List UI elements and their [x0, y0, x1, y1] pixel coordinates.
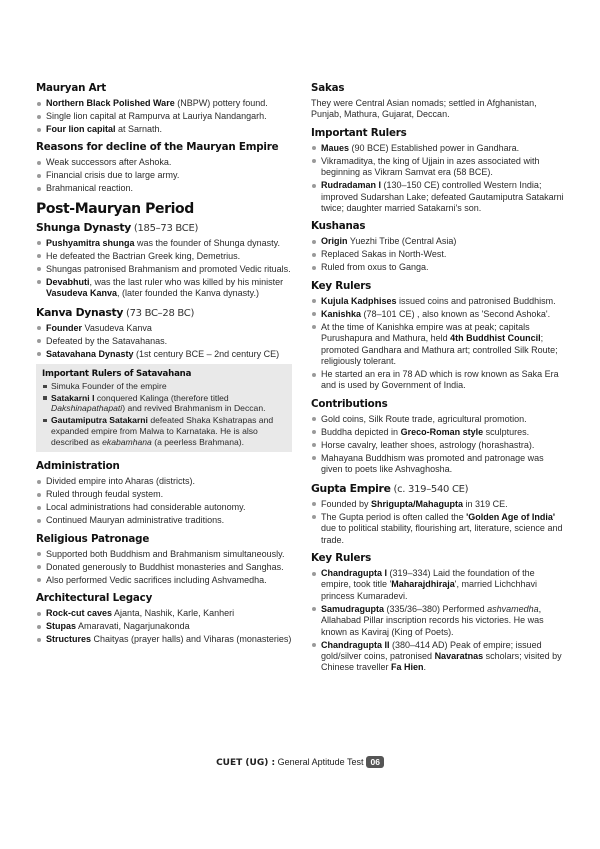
page-number: 06 — [366, 756, 383, 768]
gupta-list — [311, 499, 567, 546]
list-item: Founded by Shrigupta/Mahagupta in 319 CE. — [311, 499, 567, 510]
decline-list — [36, 157, 292, 194]
kushan-rulers-section — [311, 280, 567, 392]
decline-section — [36, 141, 292, 194]
kanva-section — [36, 306, 292, 360]
administration-list — [36, 476, 292, 526]
satavahana-rulers-box — [36, 364, 292, 452]
architecture-list — [36, 608, 292, 645]
sakas-heading: Sakas — [311, 82, 345, 94]
list-item: Gautamiputra Satakarni defeated Shaka Kshatrapas and expanded empire from Malwa to Karnataka. He is also described as ekabamhana (a peerless Brahmana). — [42, 415, 286, 447]
list-item: Defeated by the Satavahanas. — [36, 336, 292, 347]
list-item: Brahmanical reaction. — [36, 183, 292, 194]
list-item: Single lion capital at Rampurva at Lauriya Nandangarh. — [36, 111, 292, 122]
list-item: Continued Mauryan administrative traditions. — [36, 515, 292, 526]
list-item: Local administrations had considerable autonomy. — [36, 502, 292, 513]
list-item: Chandragupta II (380–414 AD) Peak of empire; issued gold/silver coins, patronised Navaratnas scholars; visited by Chinese traveller Fa Hien. — [311, 640, 567, 674]
saka-rulers-list — [311, 143, 567, 215]
footer-brand: CUET (UG) : — [216, 758, 276, 768]
list-item: Financial crisis due to large army. — [36, 170, 292, 181]
list-item: Divided empire into Aharas (districts). — [36, 476, 292, 487]
sakas-text: They were Central Asian nomads; settled in Afghanistan, Punjab, Mathura, Gujarat, Deccan. — [311, 98, 537, 120]
contributions-list — [311, 414, 567, 476]
right-column — [311, 82, 567, 680]
administration-section — [36, 460, 292, 526]
list-item: The Gupta period is often called the 'Golden Age of India' due to political stability, flourishing art, literature, science and trade. — [311, 512, 567, 546]
list-item: Ruled through feudal system. — [36, 489, 292, 500]
list-item: Satakarni I conquered Kalinga (therefore titled Dakshinapathapati) and revived Brahmanism in Deccan. — [42, 393, 286, 415]
kanva-heading: Kanva Dynasty (73 BC–28 BC) — [36, 305, 195, 319]
kushan-rulers-list — [311, 296, 567, 392]
post-mauryan-heading: Post-Mauryan Period — [36, 200, 194, 217]
gupta-rulers-section — [311, 552, 567, 674]
religious-list — [36, 549, 292, 586]
list-item: Supported both Buddhism and Brahmanism simultaneously. — [36, 549, 292, 560]
satavahana-box-list — [42, 381, 286, 447]
list-item: Kujula Kadphises issued coins and patronised Buddhism. — [311, 296, 567, 307]
list-item: Ruled from oxus to Ganga. — [311, 262, 567, 273]
list-item: Northern Black Polished Ware (NBPW) pottery found. — [36, 98, 292, 109]
sakas-section — [311, 82, 567, 121]
kanva-list — [36, 323, 292, 360]
list-item: Horse cavalry, leather shoes, astrology (horashastra). — [311, 440, 567, 451]
mauryan-art-section — [36, 82, 292, 135]
left-column — [36, 82, 292, 651]
list-item: At the time of Kanishka empire was at peak; capitals Purushapura and Mathura, held 4th Buddhist Council; promoted Gandhara and Mathura art; controlled Silk Route; religiously tolerant. — [311, 322, 567, 368]
shunga-section — [36, 221, 292, 300]
list-item: Pushyamitra shunga was the founder of Shunga dynasty. — [36, 238, 292, 249]
contributions-heading: Contributions — [311, 397, 388, 410]
list-item: Also performed Vedic sacrifices including Ashvamedha. — [36, 575, 292, 586]
list-item: Chandragupta I (319–334) Laid the foundation of the empire, took title 'Maharajdhiraja', married Lichchhavi princess Kumaradevi. — [311, 568, 567, 602]
list-item: Vikramaditya, the king of Ujjain in azes associated with beginning as Vikram Samvat era (58 BCE). — [311, 156, 567, 179]
religious-heading: Religious Patronage — [36, 532, 150, 545]
decline-heading: Reasons for decline of the Mauryan Empire — [36, 141, 279, 154]
list-item: Buddha depicted in Greco-Roman style sculptures. — [311, 427, 567, 438]
list-item: Stupas Amaravati, Nagarjunakonda — [36, 621, 292, 632]
mauryan-art-heading: Mauryan Art — [36, 82, 106, 94]
list-item: Origin Yuezhi Tribe (Central Asia) — [311, 236, 567, 247]
list-item: Maues (90 BCE) Established power in Gandhara. — [311, 143, 567, 154]
list-item: Replaced Sakas in North-West. — [311, 249, 567, 260]
list-item: He started an era in 78 AD which is row known as Saka Era and is used by Government of India. — [311, 369, 567, 392]
architecture-section — [36, 592, 292, 645]
list-item: Donated generously to Buddhist monasteries and Sanghas. — [36, 562, 292, 573]
religious-section — [36, 533, 292, 586]
list-item: Gold coins, Silk Route trade, agricultural promotion. — [311, 414, 567, 425]
list-item: Simuka Founder of the empire — [42, 381, 286, 392]
gupta-rulers-list — [311, 568, 567, 674]
list-item: Devabhuti, was the last ruler who was killed by his minister Vasudeva Kanva, (later founded the Kanva dynasty.) — [36, 277, 292, 300]
administration-heading: Administration — [36, 460, 120, 473]
gupta-section — [311, 482, 567, 546]
list-item: Rock-cut caves Ajanta, Nashik, Karle, Kanheri — [36, 608, 292, 619]
kushan-rulers-heading: Key Rulers — [311, 279, 372, 292]
list-item: Mahayana Buddhism was promoted and patronage was given to poets like Ashvaghosha. — [311, 453, 567, 476]
page-footer — [0, 756, 600, 768]
gupta-rulers-heading: Key Rulers — [311, 551, 372, 564]
list-item: Samudragupta (335/36–380) Performed ashvamedha, Allahabad Pillar inscription records his victories. He was known as Kaviraj (King of Poets). — [311, 604, 567, 638]
shunga-list — [36, 238, 292, 300]
mauryan-art-list — [36, 98, 292, 135]
satavahana-box-heading: Important Rulers of Satavahana — [42, 369, 192, 380]
footer-text: General Aptitude Test — [275, 757, 364, 767]
list-item: He defeated the Bactrian Greek king, Demetrius. — [36, 251, 292, 262]
kushanas-section — [311, 220, 567, 273]
saka-rulers-section — [311, 127, 567, 215]
architecture-heading: Architectural Legacy — [36, 592, 153, 605]
list-item: Shungas patronised Brahmanism and promoted Vedic rituals. — [36, 264, 292, 275]
kushanas-list — [311, 236, 567, 273]
list-item: Structures Chaityas (prayer halls) and Viharas (monasteries) — [36, 634, 292, 645]
list-item: Rudradaman I (130–150 CE) controlled Western India; improved Sudarshan Lake; defeated Gautamiputra Satakarni twice; daughter married Satakarni's son. — [311, 180, 567, 214]
contributions-section — [311, 398, 567, 476]
list-item: Weak successors after Ashoka. — [36, 157, 292, 168]
shunga-heading: Shunga Dynasty (185–73 BCE) — [36, 220, 199, 234]
list-item: Founder Vasudeva Kanva — [36, 323, 292, 334]
list-item: Satavahana Dynasty (1st century BCE – 2nd century CE) — [36, 349, 292, 360]
saka-rulers-heading: Important Rulers — [311, 126, 407, 139]
list-item: Four lion capital at Sarnath. — [36, 124, 292, 135]
list-item: Kanishka (78–101 CE) , also known as 'Second Ashoka'. — [311, 309, 567, 320]
kushanas-heading: Kushanas — [311, 220, 366, 233]
gupta-heading: Gupta Empire (c. 319–540 CE) — [311, 481, 469, 495]
